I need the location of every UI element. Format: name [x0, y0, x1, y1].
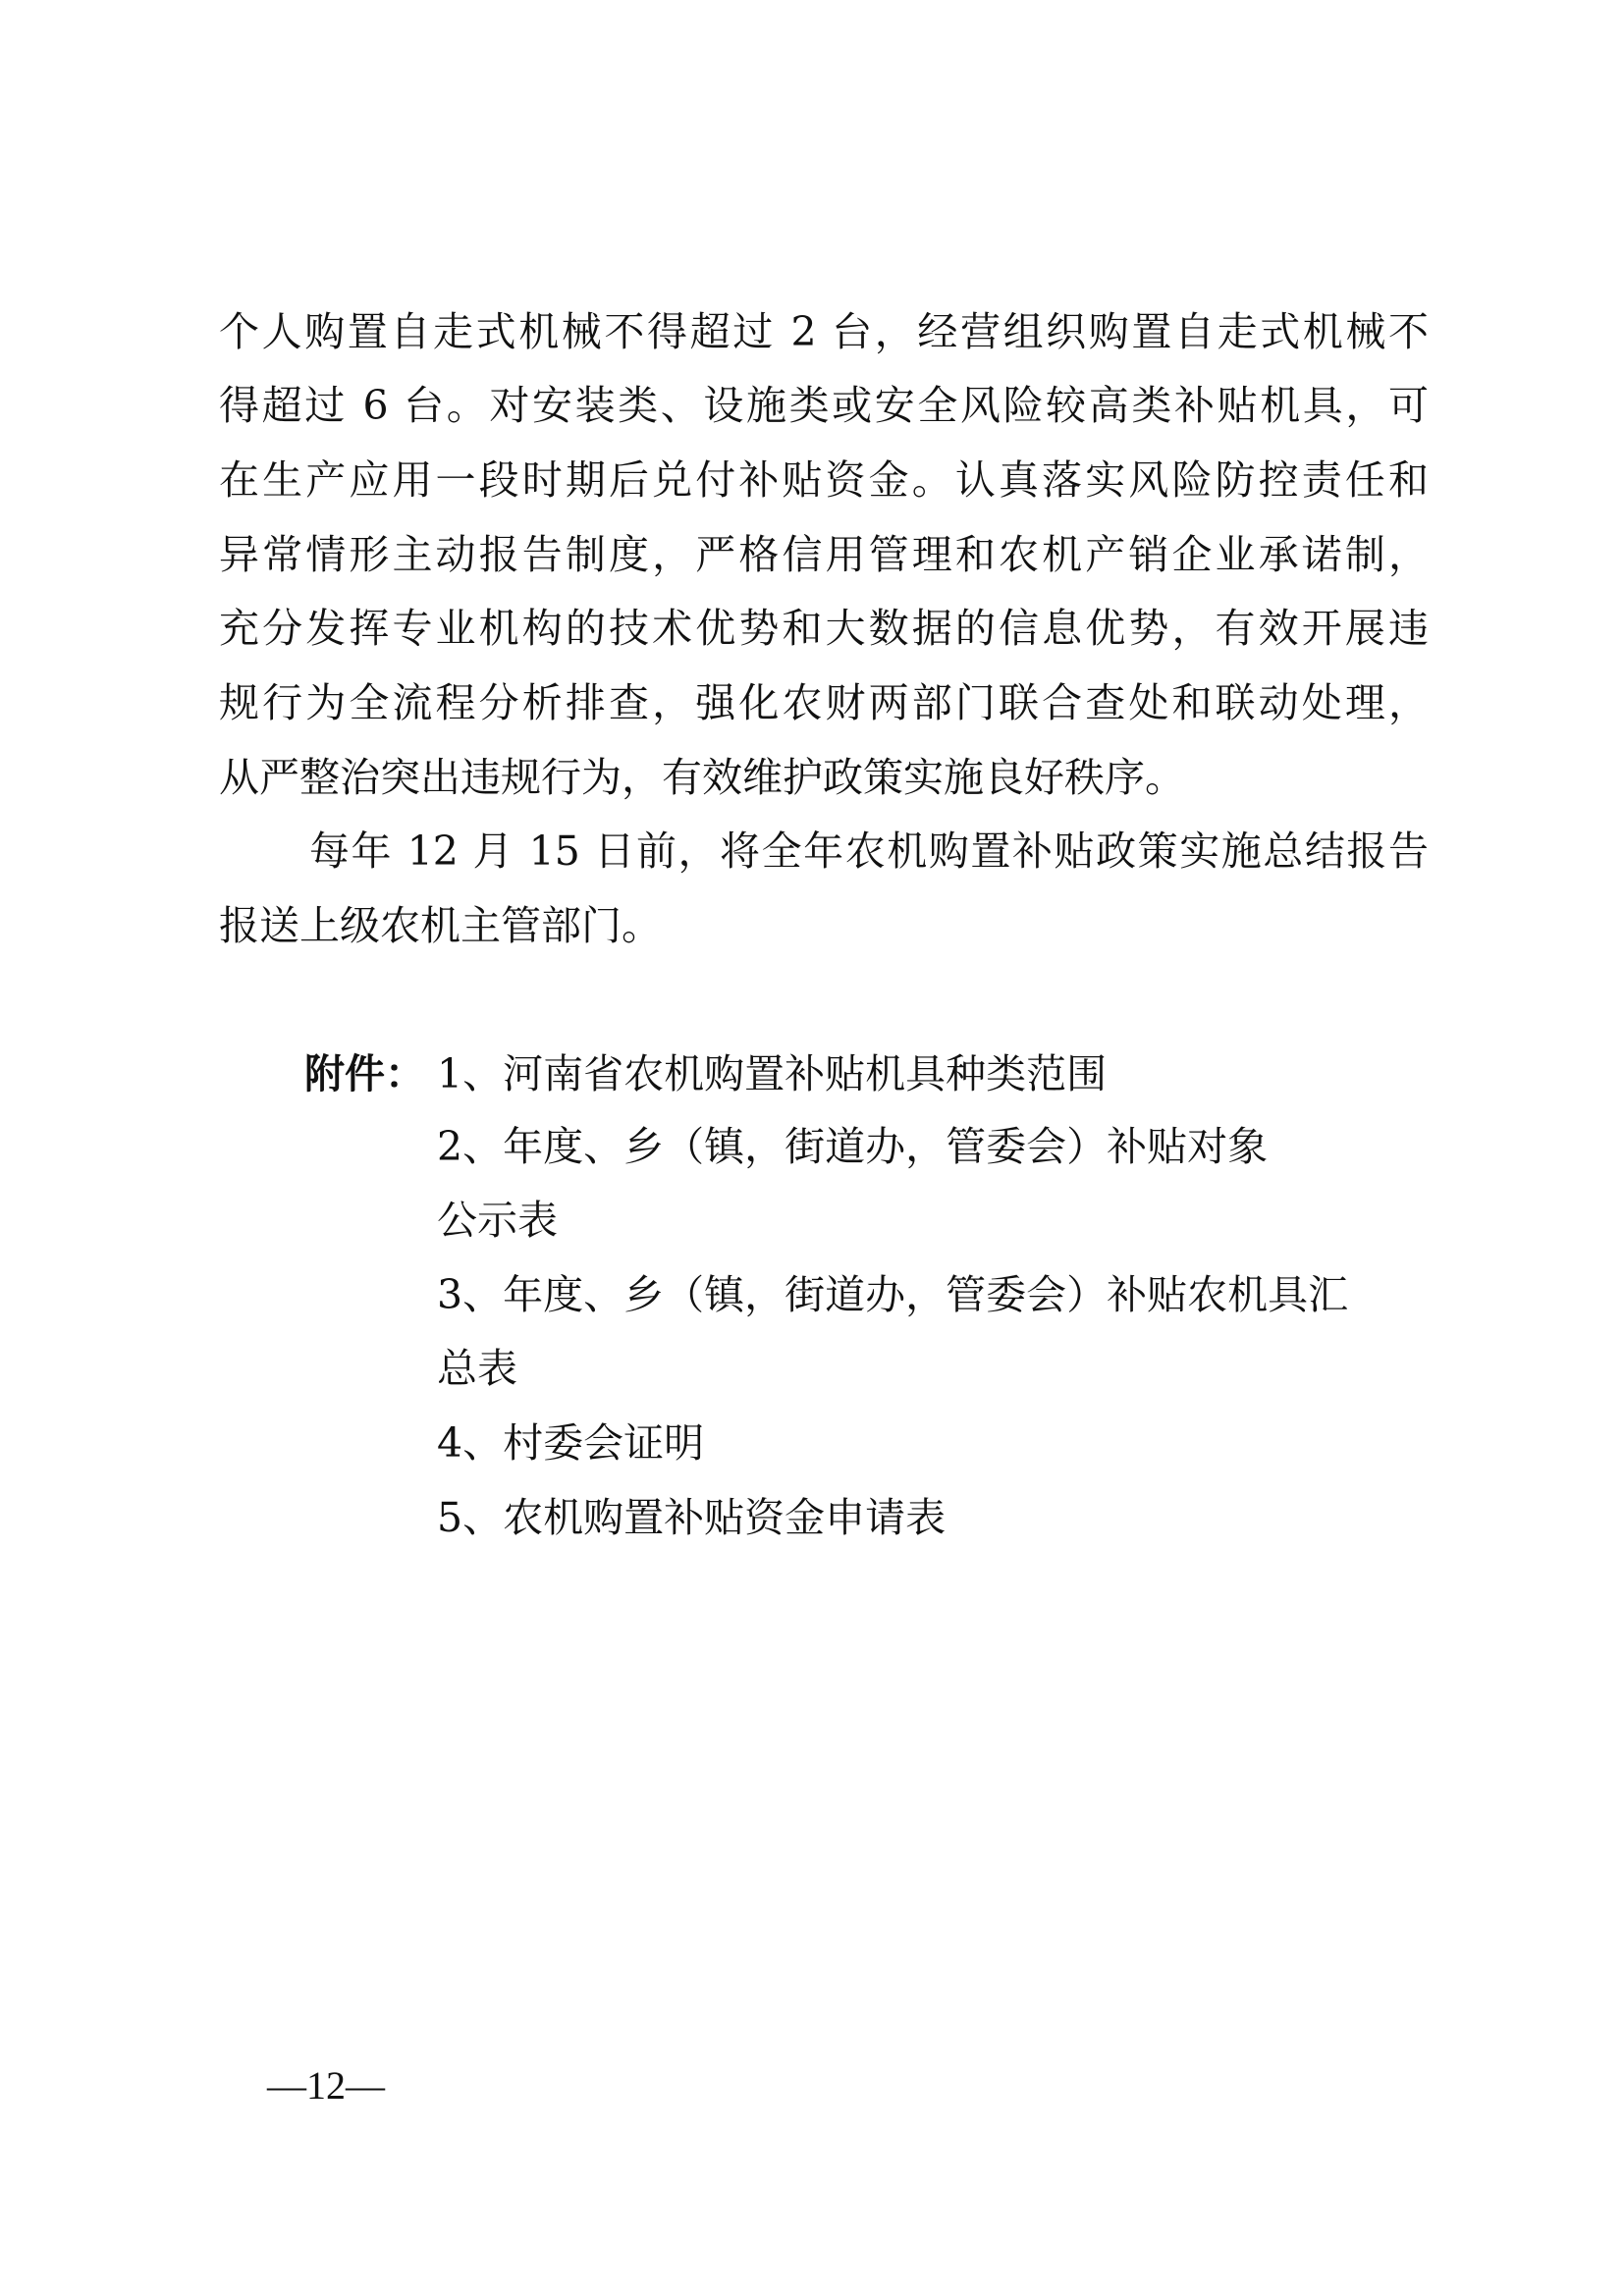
attachment-item: 4、村委会证明: [437, 1419, 705, 1467]
paragraph-line: 在生产应用一段时期后兑付补贴资金。认真落实风险防控责任和: [219, 456, 1429, 504]
paragraph-line: 充分发挥专业机构的技术优势和大数据的信息优势，有效开展违: [219, 605, 1429, 652]
paragraph-line: 得超过 6 台。对安装类、设施类或安全风险较高类补贴机具，可: [219, 382, 1429, 429]
paragraph-line: 个人购置自走式机械不得超过 2 台，经营组织购置自走式机械不: [219, 308, 1429, 355]
paragraph-line: 报送上级农机主管部门。: [219, 902, 662, 949]
paragraph-line: 从严整治突出违规行为，有效维护政策实施良好秩序。: [219, 754, 1185, 801]
attachment-item-continuation: 公示表: [437, 1197, 558, 1244]
paragraph-line: 规行为全流程分析排查，强化农财两部门联合查处和联动处理，: [219, 679, 1429, 726]
paragraph-line: 每年 12 月 15 日前，将全年农机购置补贴政策实施总结报告: [309, 828, 1429, 875]
attachment-item: 2、年度、乡（镇，街道办，管委会）补贴对象: [437, 1123, 1269, 1170]
attachment-item: 1、河南省农机购置补贴机具种类范围: [437, 1050, 1108, 1097]
paragraph-line: 异常情形主动报告制度，严格信用管理和农机产销企业承诺制，: [219, 531, 1429, 578]
attachments-label: 附件：: [304, 1050, 425, 1097]
attachment-item-continuation: 总表: [437, 1345, 517, 1392]
attachment-item: 5、农机购置补贴资金申请表: [437, 1494, 947, 1541]
page-number: —12—: [267, 2063, 385, 2108]
attachment-item: 3、年度、乡（镇，街道办，管委会）补贴农机具汇: [437, 1271, 1349, 1318]
